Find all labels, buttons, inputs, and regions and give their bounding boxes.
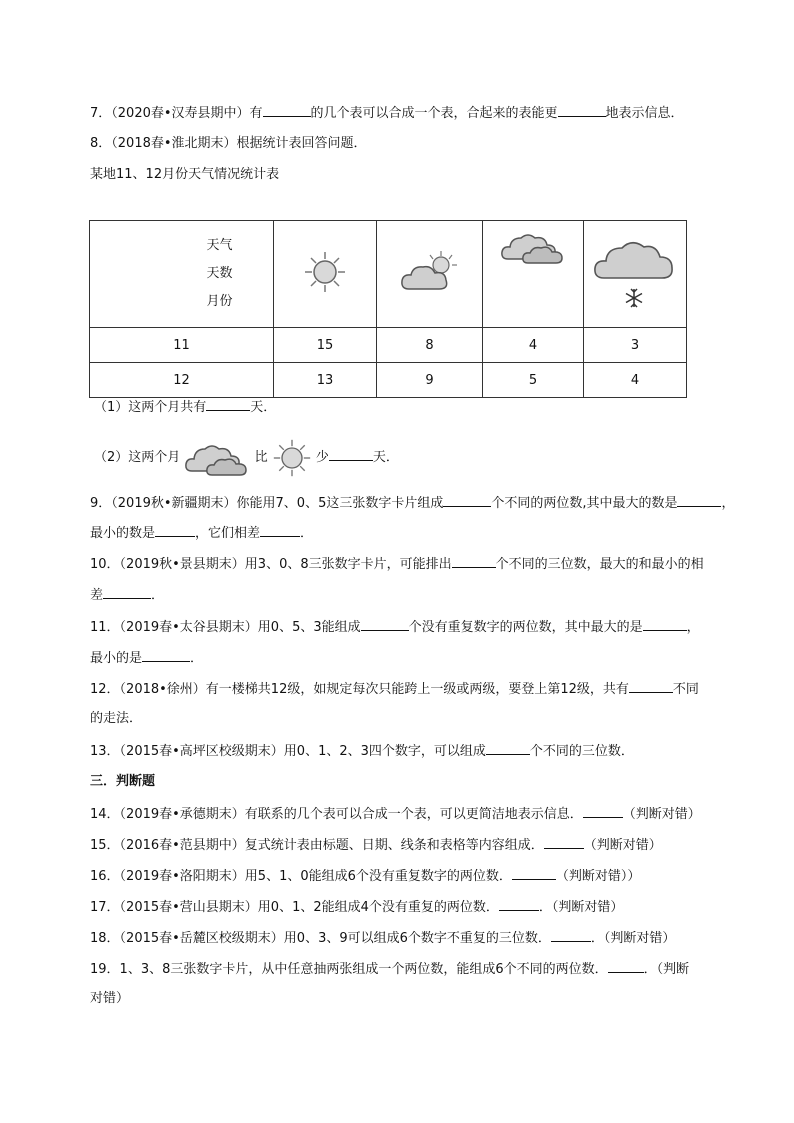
q19-text: ．（判断	[643, 962, 690, 977]
answer-blank[interactable]	[544, 836, 584, 849]
q8-2-text: （2）这两个月	[94, 450, 181, 465]
q10-text: 个不同的三位数，最大的和最小的相	[495, 557, 704, 572]
question-13	[90, 742, 634, 760]
question-11	[90, 618, 700, 636]
answer-blank[interactable]	[486, 742, 530, 755]
question-9	[90, 494, 735, 512]
question-8-1	[94, 398, 276, 416]
q10-text: 差	[90, 588, 104, 603]
q9-text: 9．（2019秋•新疆期末）你能用7、0、5这三张数字卡片组成	[90, 496, 444, 511]
header-diagonal-cell	[90, 221, 274, 328]
q11-text: ，	[686, 620, 700, 635]
answer-blank[interactable]	[608, 960, 644, 973]
answer-blank[interactable]	[512, 867, 556, 880]
answer-blank[interactable]	[206, 398, 250, 411]
value-cell: 4	[483, 328, 584, 363]
value-cell: 3	[584, 328, 687, 363]
month-cell: 11	[90, 328, 274, 363]
snow-icon	[592, 232, 678, 312]
value-cell: 5	[483, 363, 584, 398]
section-title: 三．判断题	[90, 774, 156, 789]
q9-text: ，它们相差	[195, 526, 261, 541]
answer-blank[interactable]	[629, 680, 673, 693]
q8-2-text: 少	[315, 450, 329, 465]
value-cell: 13	[274, 363, 377, 398]
question-10	[90, 555, 704, 573]
header-partly-cloudy	[377, 221, 483, 328]
answer-blank[interactable]	[583, 805, 623, 818]
q14-text: 14．（2019春•承德期末）有联系的几个表可以合成一个表，可以更简洁地表示信息．	[90, 807, 583, 822]
question-11-line2	[90, 649, 203, 667]
header-label-month: 月份	[206, 294, 233, 309]
question-12	[90, 680, 699, 698]
q15-text: 15．（2016春•范县期中）复式统计表由标题、日期、线条和表格等内容组成．	[90, 838, 544, 853]
answer-blank[interactable]	[155, 524, 195, 537]
value-cell: 9	[377, 363, 483, 398]
q9-text: ．	[300, 526, 314, 541]
table-header-row	[90, 221, 687, 328]
answer-blank[interactable]	[263, 104, 311, 117]
question-14	[90, 805, 701, 823]
header-snow	[584, 221, 687, 328]
question-8-2	[94, 432, 399, 472]
sunny-icon	[272, 438, 312, 478]
q7-text: 的几个表可以合成一个表，合起来的表能更	[310, 106, 558, 121]
q8-2-text: 比	[254, 450, 268, 465]
q9-text: 个不同的两位数,其中最大的数是	[491, 496, 678, 511]
value-cell: 4	[584, 363, 687, 398]
q7-text: 地表示信息．	[605, 106, 684, 121]
q16-text: （判断对错））	[555, 869, 641, 884]
q17-text: 17．（2015春•营山县期末）用0、1、2能组成4个没有重复的两位数．	[90, 900, 499, 915]
q10-text: 10．（2019秋•景县期末）用3、0、8三张数字卡片，可能排出	[90, 557, 452, 572]
answer-blank[interactable]	[452, 555, 496, 568]
q7-text: 7．（2020春•汉寿县期中）有	[90, 106, 263, 121]
table-row	[90, 328, 687, 363]
question-12-line2: 的走法．	[90, 711, 143, 726]
header-label-weather: 天气	[206, 238, 233, 253]
q11-text: 11．（2019春•太谷县期末）用0、5、3能组成	[90, 620, 361, 635]
header-label-days: 天数	[206, 266, 233, 281]
q14-text: （判断对错）	[622, 807, 701, 822]
answer-blank[interactable]	[361, 618, 409, 631]
q13-text: 13．（2015春•高坪区校级期末）用0、1、2、3四个数字，可以组成	[90, 744, 486, 759]
cloudy-icon	[500, 229, 566, 265]
question-19	[90, 960, 689, 978]
table-row	[90, 363, 687, 398]
q9-text: ，	[721, 496, 735, 511]
header-sunny	[274, 221, 377, 328]
answer-blank[interactable]	[677, 494, 721, 507]
month-cell: 12	[90, 363, 274, 398]
answer-blank[interactable]	[142, 649, 190, 662]
question-16	[90, 867, 640, 885]
question-9-line2	[90, 524, 313, 542]
question-7	[90, 104, 684, 122]
weather-table	[89, 220, 687, 398]
q17-text: ．（判断对错）	[538, 900, 624, 915]
q16-text: 16．（2019春•洛阳期末）用5、1、0能组成6个没有重复数字的两位数．	[90, 869, 512, 884]
question-18	[90, 929, 675, 947]
q19-text: 19．1、3、8三张数字卡片，从中任意抽两张组成一个两位数，能组成6个不同的两位数．	[90, 962, 608, 977]
q9-text: 最小的数是	[90, 526, 156, 541]
question-10-line2	[90, 586, 164, 604]
q11-text: ．	[190, 651, 204, 666]
q11-text: 个没有重复数字的两位数，其中最大的是	[408, 620, 643, 635]
answer-blank[interactable]	[103, 586, 151, 599]
q8-1-text: （1）这两个月共有	[94, 400, 207, 415]
sunny-icon	[303, 250, 347, 294]
answer-blank[interactable]	[443, 494, 491, 507]
q10-text: ．	[151, 588, 165, 603]
question-19-line2: 对错）	[90, 991, 130, 1006]
partly-cloudy-icon	[399, 249, 461, 295]
question-17	[90, 898, 623, 916]
table-title: 某地11、12月份天气情况统计表	[90, 167, 280, 182]
answer-blank[interactable]	[558, 104, 606, 117]
question-15	[90, 836, 662, 854]
answer-blank[interactable]	[643, 618, 687, 631]
q15-text: （判断对错）	[583, 838, 662, 853]
q18-text: ．（判断对错）	[590, 931, 676, 946]
cloudy-icon	[184, 439, 250, 477]
answer-blank[interactable]	[329, 432, 373, 461]
q18-text: 18．（2015春•岳麓区校级期末）用0、3、9可以组成6个数字不重复的三位数．	[90, 931, 551, 946]
q8-1-text: 天．	[250, 400, 277, 415]
value-cell: 15	[274, 328, 377, 363]
answer-blank[interactable]	[499, 898, 539, 911]
q13-text: 个不同的三位数．	[529, 744, 634, 759]
q11-text: 最小的是	[90, 651, 143, 666]
q12-text: 不同	[672, 682, 699, 697]
q12-text: 12．（2018•徐州）有一楼梯共12级，如规定每次只能跨上一级或两级，要登上第12级，共有	[90, 682, 629, 697]
question-8: 8．（2018春•淮北期末）根据统计表回答问题．	[90, 136, 367, 151]
answer-blank[interactable]	[551, 929, 591, 942]
header-cloudy	[483, 221, 584, 328]
value-cell: 8	[377, 328, 483, 363]
answer-blank[interactable]	[260, 524, 300, 537]
q8-2-text: 天．	[372, 450, 399, 465]
